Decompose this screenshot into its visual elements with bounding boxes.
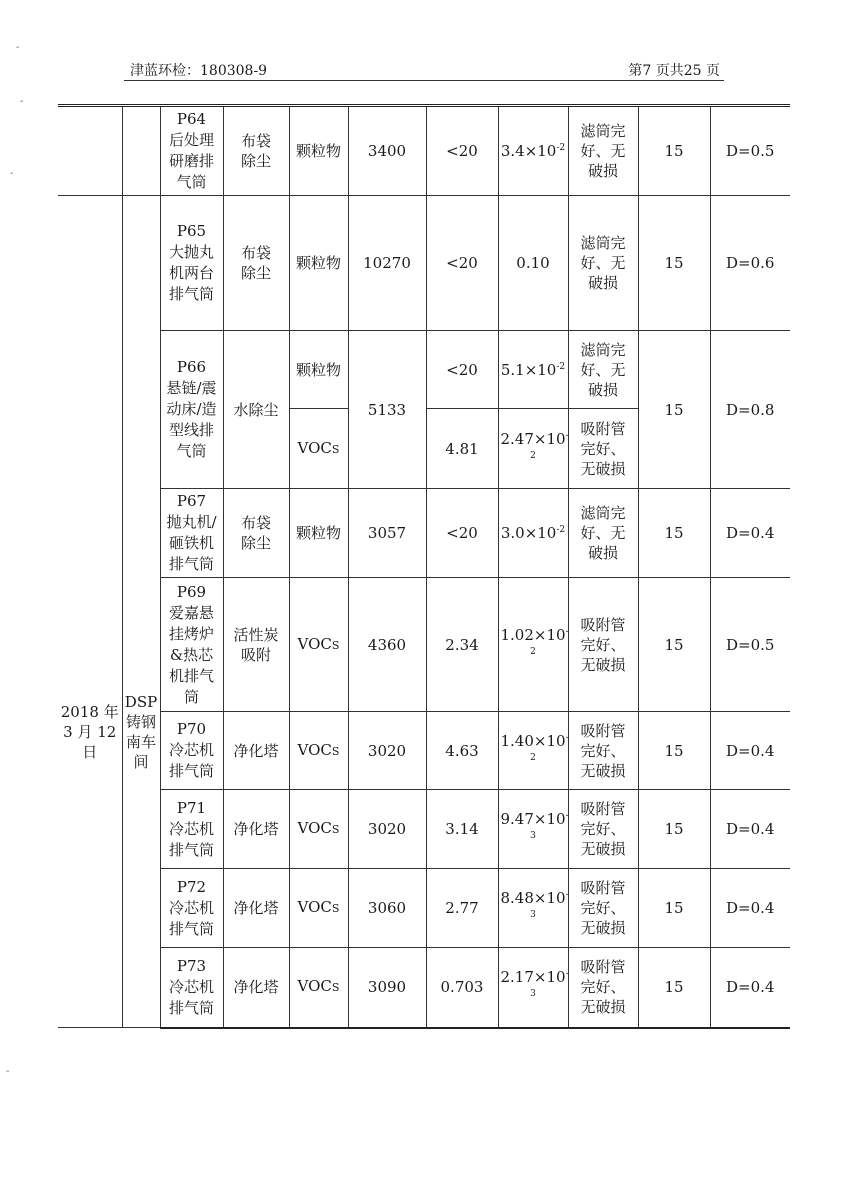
pollutant xyxy=(289,948,348,1028)
outlet-name: P69 爱嘉悬 挂烤炉 &热芯 机排气 筒 xyxy=(160,578,223,712)
workshop-cell-continued xyxy=(122,106,160,196)
pollutant: 颗粒物 xyxy=(289,106,348,196)
pollutant: 颗粒物 xyxy=(289,196,348,331)
concentration: <20 xyxy=(426,489,498,578)
concentration: <20 xyxy=(426,331,498,409)
header-rule xyxy=(124,80,724,81)
stack-diameter: D=0.4 xyxy=(710,712,790,790)
pollutant-subscript: S xyxy=(331,902,340,915)
rate-exponent: -3 xyxy=(530,811,569,841)
treatment-facility: 布袋 除尘 xyxy=(223,106,289,196)
rate-base: 0.10 xyxy=(516,254,550,272)
outlet-name: P65 大抛丸 机两台 排气筒 xyxy=(160,196,223,331)
outlet-name: P70 冷芯机 排气筒 xyxy=(160,712,223,790)
table-row xyxy=(58,489,790,578)
facility-status: 滤筒完 好、无 破损 xyxy=(568,489,638,578)
concentration: 2.77 xyxy=(426,869,498,948)
rate-exponent: -2 xyxy=(556,361,566,372)
stack-diameter: D=0.4 xyxy=(710,489,790,578)
pollutant: 颗粒物 xyxy=(289,489,348,578)
concentration: <20 xyxy=(426,196,498,331)
airflow: 3020 xyxy=(348,790,426,869)
pollutant-subscript: S xyxy=(331,442,340,456)
emission-rate xyxy=(498,489,568,578)
stack-height: 15 xyxy=(638,948,710,1028)
table-row xyxy=(58,331,790,409)
airflow: 4360 xyxy=(348,578,426,712)
treatment-facility: 净化塔 xyxy=(223,790,289,869)
pollutant xyxy=(289,712,348,790)
rate-exponent: -2 xyxy=(530,732,569,763)
table-row xyxy=(58,869,790,948)
rate-base: 1.40×10 xyxy=(500,731,566,750)
airflow: 3400 xyxy=(348,106,426,196)
date-cell: 2018 年 3 月 12 日 xyxy=(58,196,122,1028)
facility-status: 滤筒完 好、无 破损 xyxy=(568,106,638,196)
airflow: 5133 xyxy=(348,331,426,489)
page-info: 第7 页共25 页 xyxy=(628,63,720,79)
concentration: 0.703 xyxy=(426,948,498,1028)
outlet-name: P71 冷芯机 排气筒 xyxy=(160,790,223,869)
stack-diameter: D=0.5 xyxy=(710,578,790,712)
stack-diameter: D=0.6 xyxy=(710,196,790,331)
treatment-facility: 净化塔 xyxy=(223,869,289,948)
facility-status: 吸附管 完好、 无破损 xyxy=(568,790,638,869)
facility-status: 吸附管 完好、 无破损 xyxy=(568,578,638,712)
emission-rate xyxy=(498,409,568,489)
outlet-name: P67 抛丸机/ 砸铁机 排气筒 xyxy=(160,489,223,578)
emission-rate xyxy=(498,331,568,409)
treatment-facility: 净化塔 xyxy=(223,712,289,790)
pollutant xyxy=(289,578,348,712)
workshop-cell: DSP 铸钢 南车 间 xyxy=(122,196,160,1028)
airflow: 3090 xyxy=(348,948,426,1028)
facility-status: 吸附管 完好、 无破损 xyxy=(568,869,638,948)
rate-base: 3.0×10 xyxy=(500,524,557,542)
rate-exponent: -3 xyxy=(530,890,569,920)
rate-exponent: -3 xyxy=(530,969,569,1000)
emission-rate xyxy=(498,578,568,712)
outlet-name: P64 后处理 研磨排 气筒 xyxy=(160,106,223,196)
stack-diameter: D=0.4 xyxy=(710,869,790,948)
concentration: 4.81 xyxy=(426,409,498,489)
pollutant-subscript: S xyxy=(331,744,340,758)
rate-base: 3.4×10 xyxy=(500,142,557,160)
rate-base: 5.1×10 xyxy=(500,360,557,379)
stack-height: 15 xyxy=(638,578,710,712)
stack-height: 15 xyxy=(638,869,710,948)
stack-diameter: D=0.5 xyxy=(710,106,790,196)
rate-base: 9.47×10 xyxy=(500,810,566,828)
rate-exponent: -2 xyxy=(530,626,569,657)
emission-rate xyxy=(498,790,568,869)
table-row xyxy=(58,106,790,196)
stack-height: 15 xyxy=(638,712,710,790)
pollutant-main: VOC xyxy=(297,898,332,916)
concentration: 2.34 xyxy=(426,578,498,712)
facility-status: 吸附管 完好、 无破损 xyxy=(568,712,638,790)
airflow: 3057 xyxy=(348,489,426,578)
facility-status: 滤筒完 好、无 破损 xyxy=(568,331,638,409)
emission-rate xyxy=(498,196,568,331)
rate-exponent: -2 xyxy=(556,525,566,535)
table-row xyxy=(58,578,790,712)
report-number: 津蓝环检：180308-9 xyxy=(130,63,268,79)
pollutant-main: VOC xyxy=(297,740,332,759)
rate-exponent: -2 xyxy=(530,430,569,461)
airflow: 3020 xyxy=(348,712,426,790)
pollutant xyxy=(289,409,348,489)
pollutant-subscript: S xyxy=(331,638,340,652)
stack-diameter: D=0.4 xyxy=(710,948,790,1028)
stack-height: 15 xyxy=(638,331,710,489)
table-row xyxy=(58,712,790,790)
table-row xyxy=(58,790,790,869)
rate-base: 1.02×10 xyxy=(500,625,566,644)
treatment-facility: 净化塔 xyxy=(223,948,289,1028)
rate-exponent: -2 xyxy=(556,143,566,153)
rate-base: 2.47×10 xyxy=(500,429,566,448)
concentration: <20 xyxy=(426,106,498,196)
outlet-name: P73 冷芯机 排气筒 xyxy=(160,948,223,1028)
concentration: 3.14 xyxy=(426,790,498,869)
pollutant: 颗粒物 xyxy=(289,331,348,409)
emission-table xyxy=(58,104,790,1029)
treatment-facility: 活性炭 吸附 xyxy=(223,578,289,712)
pollutant-subscript: S xyxy=(331,823,340,836)
airflow: 3060 xyxy=(348,869,426,948)
pollutant xyxy=(289,869,348,948)
emission-rate xyxy=(498,869,568,948)
facility-status: 滤筒完 好、无 破损 xyxy=(568,196,638,331)
pollutant xyxy=(289,790,348,869)
stack-height: 15 xyxy=(638,196,710,331)
treatment-facility: 布袋 除尘 xyxy=(223,196,289,331)
stack-height: 15 xyxy=(638,489,710,578)
facility-status: 吸附管 完好、 无破损 xyxy=(568,409,638,489)
emission-rate xyxy=(498,712,568,790)
outlet-name: P72 冷芯机 排气筒 xyxy=(160,869,223,948)
facility-status: 吸附管 完好、 无破损 xyxy=(568,948,638,1028)
treatment-facility: 布袋 除尘 xyxy=(223,489,289,578)
airflow: 10270 xyxy=(348,196,426,331)
pollutant-main: VOC xyxy=(297,634,332,653)
table-row xyxy=(58,948,790,1028)
emission-rate xyxy=(498,106,568,196)
outlet-name: P66 悬链/震 动床/造 型线排 气筒 xyxy=(160,331,223,489)
date-cell-continued xyxy=(58,106,122,196)
pollutant-main: VOC xyxy=(297,977,332,996)
pollutant-subscript: S xyxy=(331,981,340,995)
table-row xyxy=(58,196,790,331)
pollutant-main: VOC xyxy=(297,819,332,837)
concentration: 4.63 xyxy=(426,712,498,790)
pollutant-main: VOC xyxy=(297,438,332,457)
stack-diameter: D=0.8 xyxy=(710,331,790,489)
rate-base: 2.17×10 xyxy=(500,968,566,987)
stack-diameter: D=0.4 xyxy=(710,790,790,869)
stack-height: 15 xyxy=(638,106,710,196)
stack-height: 15 xyxy=(638,790,710,869)
emission-rate xyxy=(498,948,568,1028)
treatment-facility: 水除尘 xyxy=(223,331,289,489)
rate-base: 8.48×10 xyxy=(500,889,566,907)
